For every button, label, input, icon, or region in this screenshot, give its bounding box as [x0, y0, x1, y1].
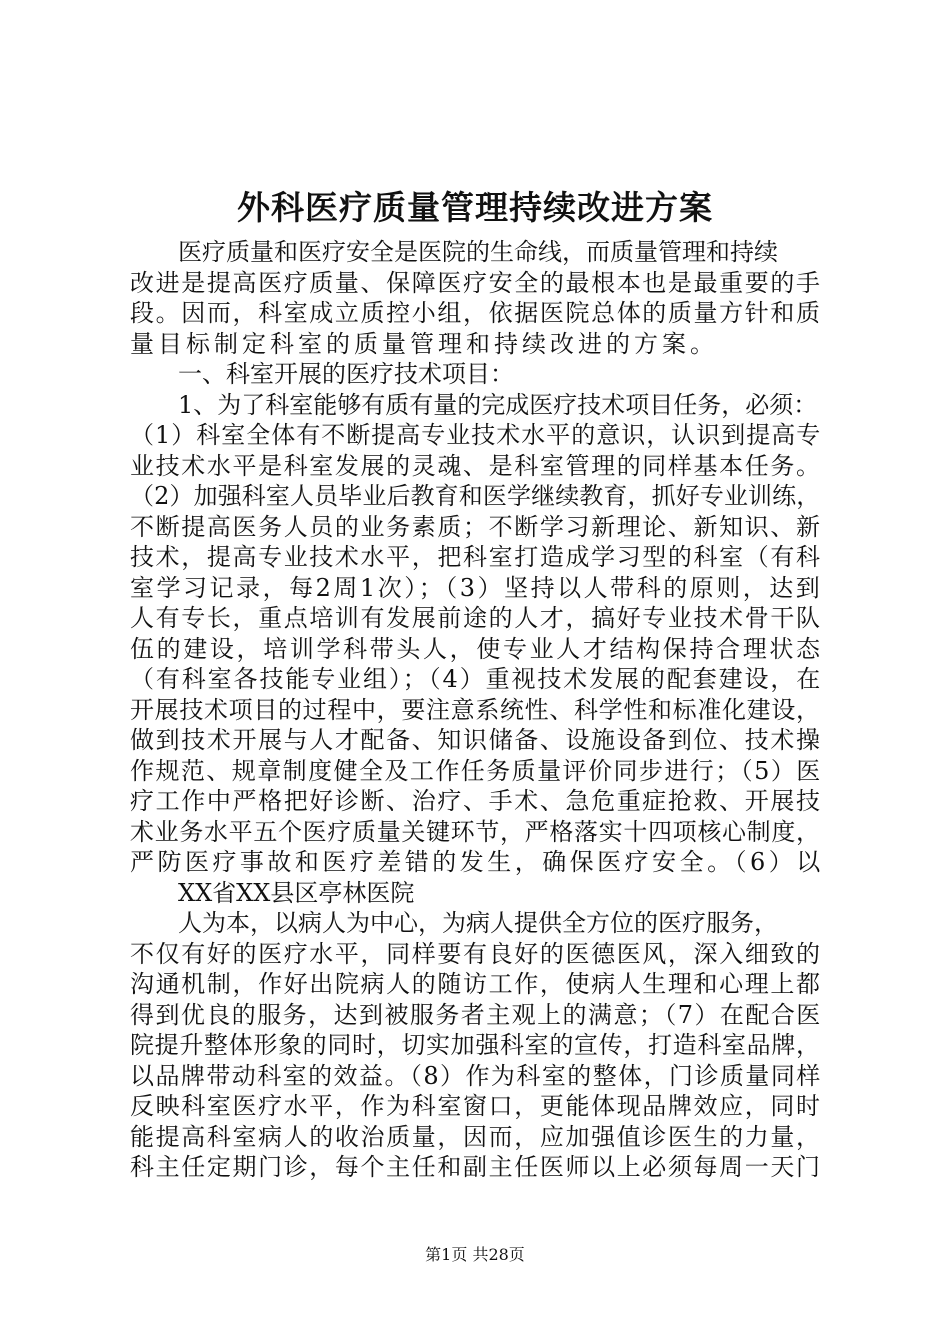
paragraph-line: 开展技术项目的过程中，要注意系统性、科学性和标准化建设，	[130, 696, 821, 724]
paragraph-line: （有科室各技能专业组）；（4）重视技术发展的配套建设，在	[130, 665, 823, 693]
paragraph-line: 量目标制定科室的质量管理和持续改进的方案。	[130, 330, 718, 358]
paragraph-line: 做到技术开展与人才配备、知识储备、设施设备到位、技术操	[130, 726, 822, 754]
paragraph-line: 医疗质量和医疗安全是医院的生命线，而质量管理和持续	[130, 238, 778, 266]
paragraph-line: （1）科室全体有不断提高专业技术水平的意识，认识到提高专	[130, 421, 822, 449]
paragraph-line: 业技术水平是科室发展的灵魂、是科室管理的同样基本任务。	[130, 452, 822, 480]
paragraph-line: 以品牌带动科室的效益。（8）作为科室的整体，门诊质量同样	[130, 1062, 822, 1090]
paragraph-line: 沟通机制，作好出院病人的随访工作，使病人生理和心理上都	[130, 970, 822, 998]
paragraph-line: 不断提高医务人员的业务素质；不断学习新理论、新知识、新	[130, 513, 822, 541]
paragraph-line: 伍的建设，培训学科带头人，使专业人才结构保持合理状态	[130, 635, 823, 663]
paragraph-line: 得到优良的服务，达到被服务者主观上的满意；（7）在配合医	[130, 1001, 822, 1029]
paragraph-line: 不仅有好的医疗水平，同样要有良好的医德医风，深入细致的	[130, 940, 822, 968]
paragraph-line: 段。因而，科室成立质控小组，依据医院总体的质量方针和质	[130, 299, 822, 327]
paragraph-line: 1、为了科室能够有质有量的完成医疗技术项目任务，必须：	[130, 391, 818, 419]
paragraph-line: 能提高科室病人的收治质量，因而，应加强值诊医生的力量，	[130, 1123, 822, 1151]
paragraph-line: 术业务水平五个医疗质量关键环节，严格落实十四项核心制度，	[130, 818, 821, 846]
paragraph-line: 反映科室医疗水平，作为科室窗口，更能体现品牌效应，同时	[130, 1092, 822, 1120]
paragraph-line: 院提升整体形象的同时，切实加强科室的宣传，打造科室品牌，	[130, 1031, 821, 1059]
paragraph-line: 改进是提高医疗质量、保障医疗安全的最根本也是最重要的手	[130, 269, 822, 297]
paragraph-line: 技术，提高专业技术水平，把科室打造成学习型的科室（有科	[130, 543, 822, 571]
paragraph-line: 作规范、规章制度健全及工作任务质量评价同步进行；（5）医	[130, 757, 822, 785]
paragraph-line: 人为本，以病人为中心，为病人提供全方位的医疗服务，	[130, 909, 778, 937]
paragraph-line: 科主任定期门诊，每个主任和副主任医师以上必须每周一天门	[130, 1153, 822, 1181]
paragraph-line: 室学习记录，每2周1次）；（3）坚持以人带科的原则，达到	[130, 574, 823, 602]
paragraph-line: 疗工作中严格把好诊断、治疗、手术、急危重症抢救、开展技	[130, 787, 822, 815]
page-footer: 第1页 共28页	[425, 1245, 525, 1264]
paragraph-line: 严防医疗事故和医疗差错的发生，确保医疗安全。（6）以	[130, 848, 824, 876]
paragraph-line: （2）加强科室人员毕业后教育和医学继续教育，抓好专业训练，	[130, 482, 821, 510]
paragraph-line: 一、科室开展的医疗技术项目：	[130, 360, 514, 388]
document-title: 外科医疗质量管理持续改进方案	[237, 188, 713, 227]
paragraph-line: 人有专长，重点培训有发展前途的人才，搞好专业技术骨干队	[130, 604, 822, 632]
paragraph-line: XX省XX县区亭林医院	[130, 879, 415, 907]
